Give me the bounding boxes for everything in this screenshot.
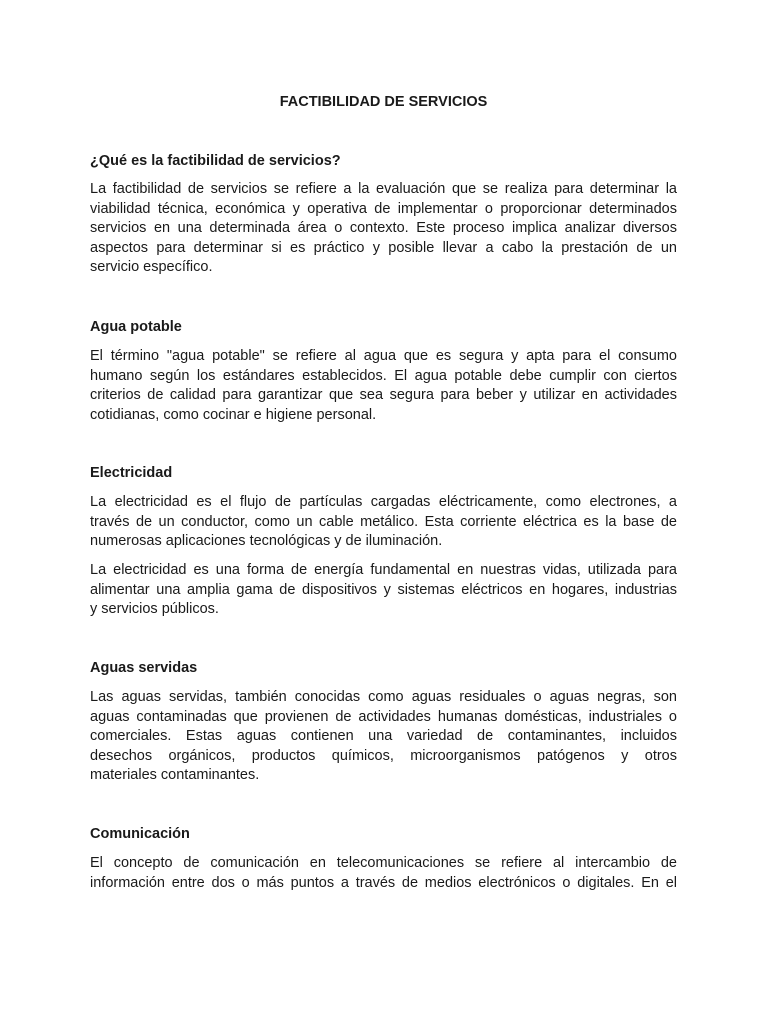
section-paragraph	[90, 688, 677, 786]
paragraph-line: servicio específico.	[90, 259, 213, 276]
section-heading-aguas-servidas: Aguas servidas	[90, 660, 198, 676]
paragraph-line: aspectos para determinar si es práctico y posible llevar a cabo la prestación de un	[90, 239, 677, 256]
paragraph-line: viabilidad técnica, económica y operativa de implementar o proporcionar determinados	[90, 200, 677, 217]
paragraph-line: El término "agua potable" se refiere al agua que es segura y apta para el consumo	[90, 348, 677, 364]
paragraph-line: La factibilidad de servicios se refiere a la evaluación que se realiza para determinar la	[90, 181, 677, 197]
section-paragraph	[90, 493, 677, 552]
section-paragraph	[90, 180, 677, 278]
paragraph-line: numerosas aplicaciones tecnológicas y de iluminación.	[90, 533, 443, 550]
paragraph-line: criterios de calidad para garantizar que sea segura para beber y utilizar en actividades	[90, 387, 677, 404]
paragraph-line: alimentar una amplia gama de dispositivos y sistemas eléctricos en hogares, industrias	[90, 581, 677, 598]
section-heading-agua-potable: Agua potable	[90, 319, 182, 335]
paragraph-line: aguas contaminadas que provienen de actividades humanas domésticas, industriales o	[90, 708, 677, 725]
document-page	[90, 0, 677, 1024]
section-heading-comunicacion: Comunicación	[90, 826, 190, 842]
section-heading-electricidad: Electricidad	[90, 465, 173, 481]
paragraph-line: información entre dos o más puntos a través de medios electrónicos o digitales. En el	[90, 874, 677, 891]
paragraph-line: desechos orgánicos, productos químicos, microorganismos patógenos y otros	[90, 747, 677, 764]
paragraph-line: humano según los estándares establecidos. El agua potable debe cumplir con ciertos	[90, 367, 677, 384]
section-paragraph	[90, 347, 677, 425]
paragraph-line: servicios en una determinada área o contexto. Este proceso implica analizar diversos	[90, 220, 677, 237]
paragraph-line: y servicios públicos.	[90, 601, 219, 618]
paragraph-line: La electricidad es una forma de energía fundamental en nuestras vidas, utilizada para	[90, 562, 677, 578]
paragraph-line: comerciales. Estas aguas contienen una variedad de contaminantes, incluidos	[90, 728, 677, 745]
paragraph-line: La electricidad es el flujo de partículas cargadas eléctricamente, como electrones, a	[90, 494, 677, 510]
paragraph-line: El concepto de comunicación en telecomunicaciones se refiere al intercambio de	[90, 855, 677, 871]
paragraph-line: Las aguas servidas, también conocidas como aguas residuales o aguas negras, son	[90, 689, 677, 705]
paragraph-line: materiales contaminantes.	[90, 767, 260, 784]
section-paragraph	[90, 561, 677, 620]
section-heading-factibilidad: ¿Qué es la factibilidad de servicios?	[90, 153, 341, 169]
section-paragraph	[90, 854, 677, 893]
paragraph-line: través de un conductor, como un cable metálico. Esta corriente eléctrica es la base de	[90, 513, 677, 530]
document-title: FACTIBILIDAD DE SERVICIOS	[279, 94, 488, 110]
paragraph-line: cotidianas, como cocinar e higiene personal.	[90, 406, 377, 423]
